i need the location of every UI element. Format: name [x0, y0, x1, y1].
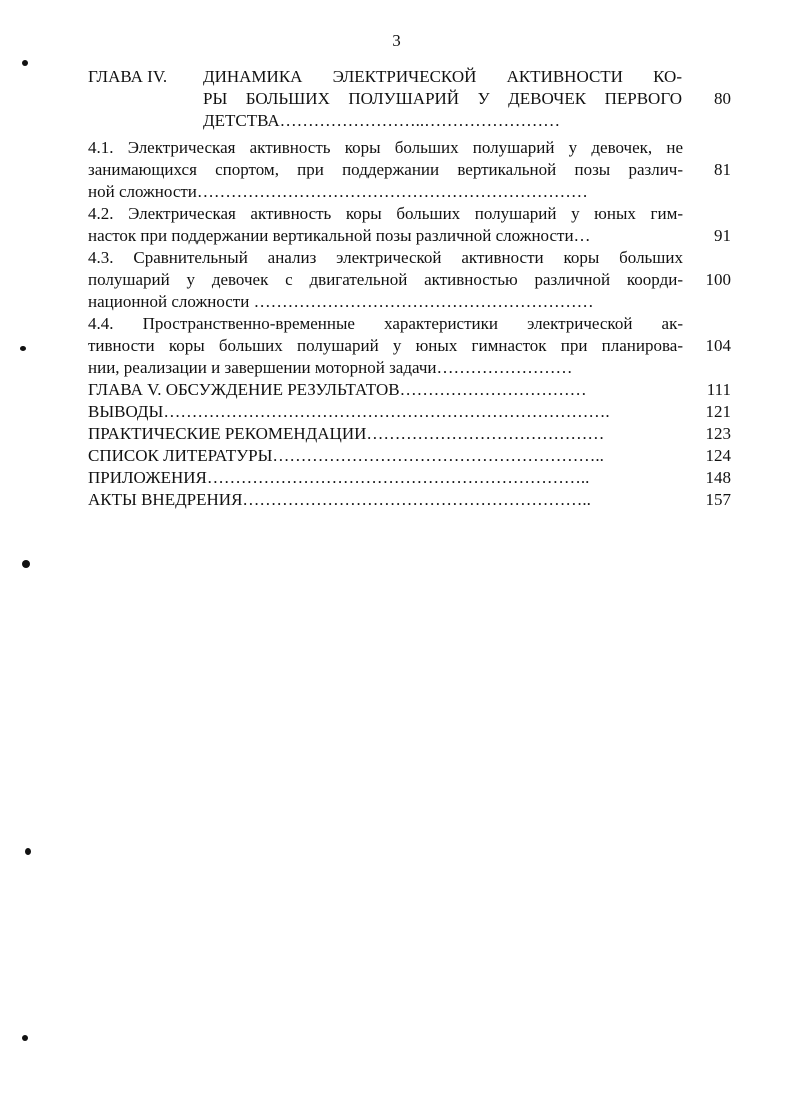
toc-chapter-4-line-1: ДИНАМИКА ЭЛЕКТРИЧЕСКОЙ АКТИВНОСТИ КО- — [203, 67, 682, 86]
toc-section-4-2-line-1: 4.2. Электрическая активность коры больших полушарий у юных гим- — [88, 204, 683, 223]
toc-chapter-5: ГЛАВА V. ОБСУЖДЕНИЕ РЕЗУЛЬТАТОВ…………………………… — [88, 380, 587, 399]
scan-speck — [20, 346, 26, 351]
toc-section-4-3-line-1: 4.3. Сравнительный анализ электрической активности коры больших — [88, 248, 683, 267]
toc-section-4-3-line-2: полушарий у девочек с двигательной активностью различной коорди- — [88, 270, 683, 289]
toc-section-4-1-page: 81 — [714, 160, 731, 179]
toc-section-4-1-line-1: 4.1. Электрическая активность коры больших полушарий у девочек, не — [88, 138, 683, 157]
scan-speck — [22, 1035, 28, 1041]
toc-chapter-4-prefix: ГЛАВА IV. — [88, 67, 168, 86]
toc-chapter-4-page: 80 — [714, 89, 731, 108]
toc-section-4-4-line-3: нии, реализации и завершении моторной задачи…………………… — [88, 358, 573, 377]
toc-section-4-1-line-3: ной сложности…………………………………………………………… — [88, 182, 588, 201]
toc-recommendations: ПРАКТИЧЕСКИЕ РЕКОМЕНДАЦИИ…………………………………… — [88, 424, 605, 443]
scan-speck — [22, 60, 28, 66]
toc-conclusions-page: 121 — [705, 402, 731, 421]
toc-implementation-acts-page: 157 — [705, 490, 731, 509]
toc-implementation-acts: АКТЫ ВНЕДРЕНИЯ…………………………………………………….. — [88, 490, 591, 509]
toc-section-4-1-line-2: занимающихся спортом, при поддержании вертикальной позы различ- — [88, 160, 683, 179]
toc-references-page: 124 — [705, 446, 731, 465]
toc-section-4-4-line-1: 4.4. Пространственно-временные характеристики электрической ак- — [88, 314, 683, 333]
toc-appendices-page: 148 — [705, 468, 731, 487]
toc-section-4-4-page: 104 — [705, 336, 731, 355]
toc-chapter-5-page: 111 — [706, 380, 731, 399]
toc-conclusions: ВЫВОДЫ……………………………………………………………………. — [88, 402, 610, 421]
toc-chapter-4-line-3: ДЕТСТВА……………………..…………………… — [203, 111, 561, 130]
page-number: 3 — [392, 31, 401, 50]
scan-speck — [22, 560, 30, 568]
toc-section-4-3-page: 100 — [705, 270, 731, 289]
toc-section-4-2-line-2: насток при поддержании вертикальной позы различной сложности… — [88, 226, 591, 245]
toc-section-4-3-line-3: национной сложности …………………………………………………… — [88, 292, 594, 311]
scan-speck — [25, 848, 31, 855]
toc-section-4-4-line-2: тивности коры больших полушарий у юных гимнасток при планирова- — [88, 336, 683, 355]
toc-section-4-2-page: 91 — [714, 226, 731, 245]
toc-references: СПИСОК ЛИТЕРАТУРЫ………………………………………………….. — [88, 446, 604, 465]
toc-chapter-4-line-2: РЫ БОЛЬШИХ ПОЛУШАРИЙ У ДЕВОЧЕК ПЕРВОГО — [203, 89, 682, 108]
toc-recommendations-page: 123 — [705, 424, 731, 443]
toc-appendices: ПРИЛОЖЕНИЯ………………………………………………………….. — [88, 468, 590, 487]
